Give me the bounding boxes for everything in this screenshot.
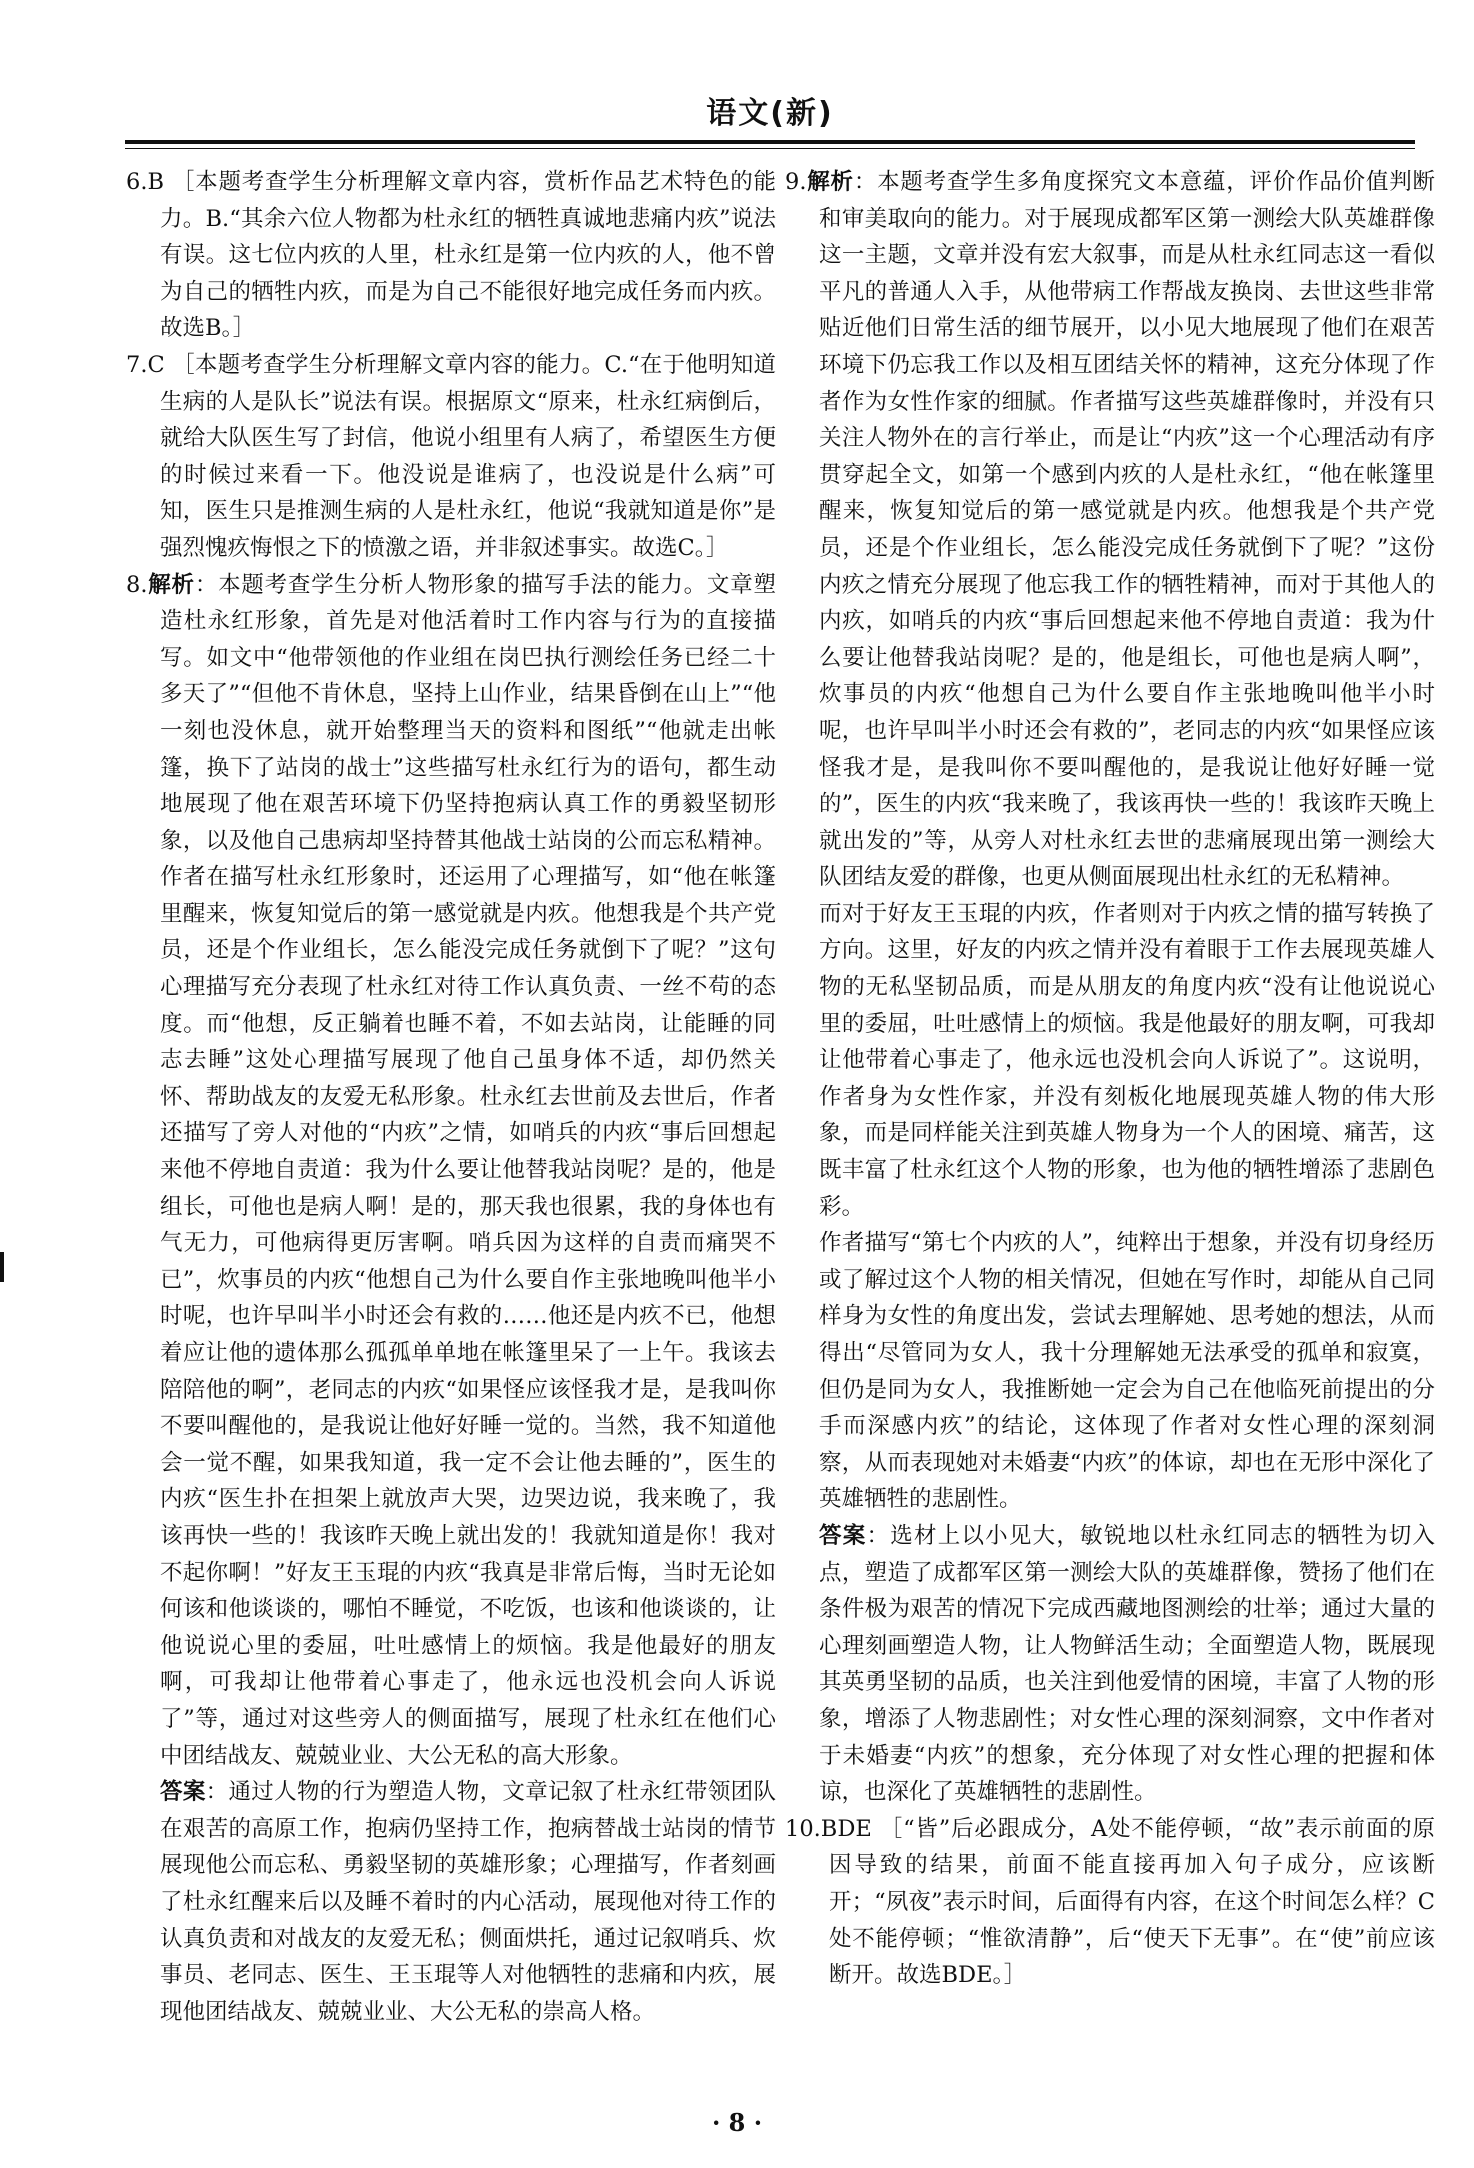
left-column [126, 164, 776, 2030]
page-header [125, 88, 1415, 140]
answer-q10: 10.BDE ［“皆”后必跟成分，A处不能停顿，“故”表示前面的原因导致的结果，前面不能直接再加入句子成分，应该断开；“夙夜”表示时间，后面得有内容，在这个时间怎么样？C处不能停顿；“惟欲清静”，后“使天下无事”。在“使”前应该断开。故选BDE。］ [785, 1815, 1435, 1989]
q8-analysis-label: 解析 [147, 571, 195, 598]
header-title: 语文(新) [706, 96, 834, 131]
answer-q8-analysis [126, 567, 776, 1775]
binding-edge-mark [0, 1252, 4, 1282]
header-rule-thin [125, 148, 1415, 149]
answer-q9-analysis [785, 164, 1435, 896]
q9-paragraph-3: 作者描写“第七个内疚的人”，纯粹出于想象，并没有切身经历或了解过这个人物的相关情况，但她在写作时，却能从自己同样身为女性的角度出发，尝试去理解她、思考她的想法，从而得出“尽管同为女人，我十分理解她无法承受的孤单和寂寞，但仍是同为女人，我推断她一定会为自己在他临死前提出的分手而深感内疚”的结论，这体现了作者对女性心理的深刻洞察，从而表现她对未婚妻“内疚”的体谅，却也在无形中深化了英雄牺牲的悲剧性。 [819, 1230, 1435, 1513]
q9-answer-text: ：选材上以小见大，敏锐地以杜永红同志的牺牲为切入点，塑造了成都军区第一测绘大队的英雄群像，赞扬了他们在条件极为艰苦的情况下完成西藏地图测绘的壮举；通过大量的心理刻画塑造人物，让人物鲜活生动；全面塑造人物，既展现其英勇坚韧的品质，也关注到他爱情的困境，丰富了人物的形象，增添了人物悲剧性；对女性心理的深刻洞察，文中作者对于未婚妻“内疚”的想象，充分体现了对女性心理的把握和体谅，也深化了英雄牺牲的悲剧性。 [819, 1522, 1435, 1806]
q9-analysis-label: 解析 [806, 169, 854, 195]
page-number: · 8 · [711, 2108, 763, 2137]
q9-number: 9. [785, 169, 807, 195]
answer-q6: 6.B ［本题考查学生分析理解文章内容，赏析作品艺术特色的能力。B.“其余六位人物都为杜永红的牺牲真诚地悲痛内疚”说法有误。这七位内疚的人里，杜永红是第一位内疚的人，他不曾为自己的牺牲内疚，而是为自己不能很好地完成任务而内疚。故选B。］ [126, 169, 776, 342]
q8-analysis-text: ：本题考查学生分析人物形象的描写手法的能力。文章塑造杜永红形象，首先是对他活着时工作内容与行为的直接描写。如文中“他带领他的作业组在岗巴执行测绘任务已经二十多天了”“但他不肯休息，坚持上山作业，结果昏倒在山上”“他一刻也没休息，就开始整理当天的资料和图纸”“他就走出帐篷，换下了站岗的战士”这些描写杜永红行为的语句，都生动地展现了他在艰苦环境下仍坚持抱病认真工作的勇毅坚韧形象，以及他自己患病却坚持替其他战士站岗的公而忘私精神。作者在描写杜永红形象时，还运用了心理描写，如“他在帐篷里醒来，恢复知觉后的第一感觉就是内疚。他想我是个共产党员，还是个作业组长，怎么能没完成任务就倒下了呢？”这句心理描写充分表现了杜永红对待工作认真负责、一丝不苟的态度。而“他想，反正躺着也睡不着，不如去站岗，让能睡的同志去睡”这处心理描写展现了他自己虽身体不适，却仍然关怀、帮助战友的友爱无私形象。杜永红去世前及去世后，作者还描写了旁人对他的“内疚”之情，如哨兵的内疚“事后回想起来他不停地自责道：我为什么要让他替我站岗呢？是的，他是组长，可他也是病人啊！是的，那天我也很累，我的身体也有气无力，可他病得更厉害啊。哨兵因为这样的自责而痛哭不已”，炊事员的内疚“他想自己为什么要自作主张地晚叫他半小时呢，也许早叫半小时还会有救的……他还是内疚不已，他想着应让他的遗体那么孤孤单单地在帐篷里呆了一上午。我该去陪陪他的啊”，老同志的内疚“如果怪应该怪我才是，是我叫你不要叫醒他的，是我说让他好好睡一觉的。当然，我不知道他会一觉不醒，如果我知道，我一定不会让他去睡的”，医生的内疚“医生扑在担架上就放声大哭，边哭边说，我来晚了，我该再快一些的！我该昨天晚上就出发的！我就知道是你！我对不起你啊！”好友王玉琨的内疚“我真是非常后悔，当时无论如何该和他谈谈的，哪怕不睡觉，不吃饭，也该和他谈谈的，让他说说心里的委屈，吐吐感情上的烦恼。我是他最好的朋友啊，可我却让他带着心事走了，他永远也没机会向人诉说了”等，通过对这些旁人的侧面描写，展现了杜永红在他们心中团结战友、兢兢业业、大公无私的高大形象。 [160, 571, 776, 1769]
header-rule-thick [125, 140, 1415, 144]
q8-answer-text: ：通过人物的行为塑造人物，文章记叙了杜永红带领团队在艰苦的高原工作，抱病仍坚持工作，抱病替战士站岗的情节展现他公而忘私、勇毅坚韧的英雄形象；心理描写，作者刻画了杜永红醒来后以及睡不着时的内心活动，展现他对待工作的认真负责和对战友的友爱无私；侧面烘托，通过记叙哨兵、炊事员、老同志、医生、王玉琨等人对他牺牲的悲痛和内疚，展现他团结战友、兢兢业业、大公无私的崇高人格。 [160, 1779, 776, 2025]
q9-answer-label: 答案 [819, 1522, 867, 1549]
right-column [785, 164, 1435, 1994]
answer-q8-answer [126, 1774, 776, 2030]
answer-q9-answer [785, 1518, 1435, 1811]
q9-analysis-text: ：本题考查学生多角度探究文本意蕴，评价作品价值判断和审美取向的能力。对于展现成都军区第一测绘大队英雄群像这一主题，文章并没有宏大叙事，而是从杜永红同志这一看似平凡的普通人入手，从他带病工作帮战友换岗、去世这些非常贴近他们日常生活的细节展开，以小见大地展现了他们在艰苦环境下仍忘我工作以及相互团结关怀的精神，这充分体现了作者作为女性作家的细腻。作者描写这些英雄群像时，并没有只关注人物外在的言行举止，而是让“内疚”这一个心理活动有序贯穿起全文，如第一个感到内疚的人是杜永红，“他在帐篷里醒来，恢复知觉后的第一感觉就是内疚。他想我是个共产党员，还是个作业组长，怎么能没完成任务就倒下了呢？”这份内疚之情充分展现了他忘我工作的牺牲精神，而对于其他人的内疚，如哨兵的内疚“事后回想起来他不停地自责道：我为什么要让他替我站岗呢？是的，他是组长，可他也是病人啊”，炊事员的内疚“他想自己为什么要自作主张地晚叫他半小时呢，也许早叫半小时还会有救的”，老同志的内疚“如果怪应该怪我才是，是我叫你不要叫醒他的，是我说让他好好睡一觉的”，医生的内疚“我来晚了，我该再快一些的！我该昨天晚上就出发的”等，从旁人对杜永红去世的悲痛展现出第一测绘大队团结友爱的群像，也更从侧面展现出杜永红的无私精神。 [819, 169, 1435, 891]
q9-paragraph-2: 而对于好友王玉琨的内疚，作者则对于内疚之情的描写转换了方向。这里，好友的内疚之情并没有着眼于工作去展现英雄人物的无私坚韧品质，而是从朋友的角度内疚“没有让他说说心里的委屈，吐吐感情上的烦恼。我是他最好的朋友啊，可我却让他带着心事走了，他永远也没机会向人诉说了”。这说明，作者身为女性作家，并没有刻板化地展现英雄人物的伟大形象，而是同样能关注到英雄人物身为一个人的困境、痛苦，这既丰富了杜永红这个人物的形象，也为他的牺牲增添了悲剧色彩。 [819, 900, 1435, 1220]
q8-answer-label: 答案 [160, 1779, 206, 1806]
answer-q7: 7.C ［本题考查学生分析理解文章内容的能力。C.“在于他明知道生病的人是队长”说法有误。根据原文“原来，杜永红病倒后，就给大队医生写了封信，他说小组里有人病了，希望医生方便的时候过来看一下。他没说是谁病了，也没说是什么病”可知，医生只是推测生病的人是杜永红，他说“我就知道是你”是强烈愧疚悔恨之下的愤激之语，并非叙述事实。故选C。］ [126, 351, 776, 561]
q8-number: 8. [126, 571, 148, 598]
